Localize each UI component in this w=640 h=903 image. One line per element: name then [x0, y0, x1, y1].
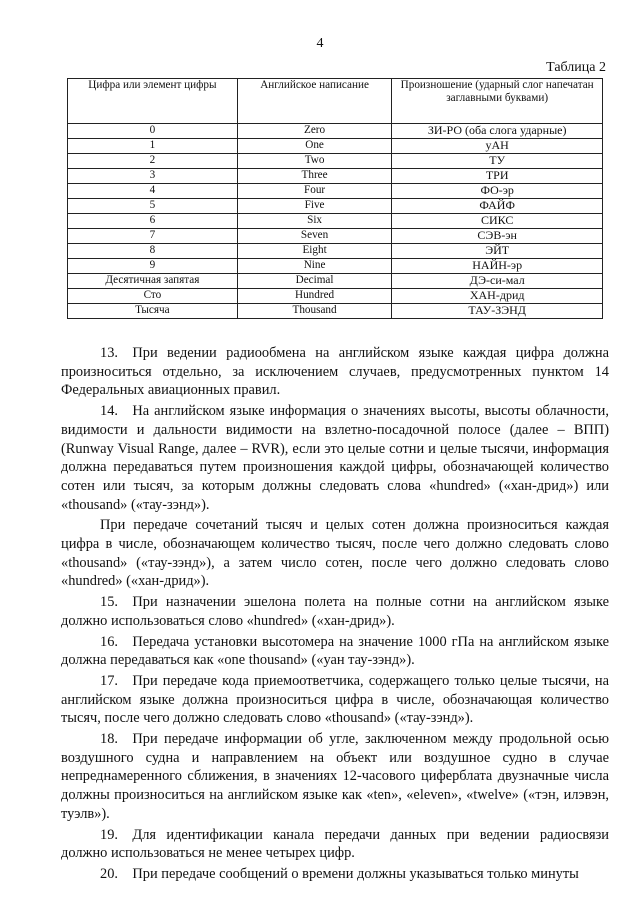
cell-english: Nine — [237, 259, 392, 274]
cell-digit: 2 — [68, 154, 238, 169]
paragraph-17: 17. При передаче кода приемоответчика, содержащего только целые тысячи, на английском языке должна произноситься цифра в числе, обозначающая количество тысяч, после чего должно следовать слово «thousand» («тау-зэнд»). — [61, 672, 609, 727]
cell-pronunciation: ЗИ-РО (оба слога ударные) — [392, 124, 603, 139]
cell-digit: 4 — [68, 184, 238, 199]
cell-english: Six — [237, 214, 392, 229]
table-row — [68, 274, 603, 289]
cell-english: Two — [237, 154, 392, 169]
cell-digit: 1 — [68, 139, 238, 154]
paragraph-15: 15. При назначении эшелона полета на полные сотни на английском языке должно использоваться слово «hundred» («хан-дрид»). — [61, 594, 609, 629]
body-text — [61, 344, 609, 884]
cell-english: Decimal — [237, 274, 392, 289]
cell-digit: 5 — [68, 199, 238, 214]
table-row — [68, 214, 603, 229]
cell-english: Eight — [237, 244, 392, 259]
paragraph-14-continued: При передаче сочетаний тысяч и целых сотен должна произноситься каждая цифра в числе, обозначающем количество тысяч, после чего должно следовать слово «thousand» («тау-зэнд»), а затем число сотен, после чего должно следовать слово «hundred» («хан-дрид»). — [61, 517, 609, 590]
cell-pronunciation: уАН — [392, 139, 603, 154]
page-number: 4 — [316, 36, 324, 51]
cell-digit: Сто — [68, 289, 238, 304]
table-row — [68, 124, 603, 139]
cell-pronunciation: СИКС — [392, 214, 603, 229]
header-digit: Цифра или элемент цифры — [68, 79, 238, 124]
cell-english: Thousand — [237, 304, 392, 319]
table-row — [68, 289, 603, 304]
paragraph-13: 13. При ведении радиообмена на английском языке каждая цифра должна произноситься отдельно, за исключением случаев, предусмотренных пунктом 14 Федеральных авиационных правил. — [61, 345, 609, 399]
table-row — [68, 304, 603, 319]
cell-pronunciation: ТАУ-ЗЭНД — [392, 304, 603, 319]
cell-pronunciation: ДЭ-си-мал — [392, 274, 603, 289]
table-row — [68, 229, 603, 244]
table-row — [68, 139, 603, 154]
cell-english: Four — [237, 184, 392, 199]
cell-digit: Десятичная запятая — [68, 274, 238, 289]
cell-digit: 6 — [68, 214, 238, 229]
cell-pronunciation: СЭВ-эн — [392, 229, 603, 244]
cell-english: Five — [237, 199, 392, 214]
table-header-row — [68, 79, 603, 124]
cell-english: Zero — [237, 124, 392, 139]
table-row — [68, 259, 603, 274]
table-row — [68, 154, 603, 169]
cell-pronunciation: ЭЙТ — [392, 244, 603, 259]
cell-digit: 7 — [68, 229, 238, 244]
cell-english: Seven — [237, 229, 392, 244]
header-english: Английское написание — [237, 79, 392, 124]
paragraph-16: 16. Передача установки высотомера на значение 1000 гПа на английском языке должна передаваться как «one thousand» («уан тау-зэнд»). — [61, 633, 609, 669]
pronunciation-table — [67, 78, 603, 319]
cell-pronunciation: ТУ — [392, 154, 603, 169]
cell-english: Three — [237, 169, 392, 184]
cell-english: One — [237, 139, 392, 154]
cell-english: Hundred — [237, 289, 392, 304]
cell-digit: Тысяча — [68, 304, 238, 319]
cell-digit: 0 — [68, 124, 238, 139]
cell-pronunciation: ФАЙФ — [392, 199, 603, 214]
table-row — [68, 199, 603, 214]
cell-pronunciation: ФО-эр — [392, 184, 603, 199]
paragraph-14: 14. На английском языке информация о значениях высоты, высоты облачности, видимости и дальности видимости на взлетно-посадочной полосе (далее – ВПП) (Runway Visual Range, далее – RVR), если это целые сотни и целые тысячи, информация должна передаваться путем произношения каждой цифры, обозначающей количество сотен или тысяч, за которым должны следовать слова «hundred» («хан-дрид») или «thousand» («тау-зэнд»). — [61, 403, 609, 513]
cell-pronunciation: ТРИ — [392, 169, 603, 184]
table-row — [68, 184, 603, 199]
table-row — [68, 244, 603, 259]
paragraph-18: 18. При передаче информации об угле, заключенном между продольной осью воздушного судна и направлением на объект или воздушное судно в случае непреднамеренного сближения, в значениях 12-часового циферблата двузначные числа должны произноситься на английском языке как «ten», «eleven», «twelve» («тэн, илэвэн, туэлв»). — [61, 731, 609, 822]
cell-digit: 8 — [68, 244, 238, 259]
cell-pronunciation: НАЙН-эр — [392, 259, 603, 274]
table-caption: Таблица 2 — [546, 60, 606, 75]
cell-digit: 3 — [68, 169, 238, 184]
paragraph-19: 19. Для идентификации канала передачи данных при ведении радиосвязи должно использоваться не менее четырех цифр. — [61, 826, 609, 862]
cell-pronunciation: ХАН-дрид — [392, 289, 603, 304]
cell-digit: 9 — [68, 259, 238, 274]
table-row — [68, 169, 603, 184]
paragraph-20: 20. При передаче сообщений о времени должны указываться только минуты — [100, 865, 579, 882]
header-pronunciation: Произношение (ударный слог напечатан заглавными буквами) — [392, 79, 603, 124]
